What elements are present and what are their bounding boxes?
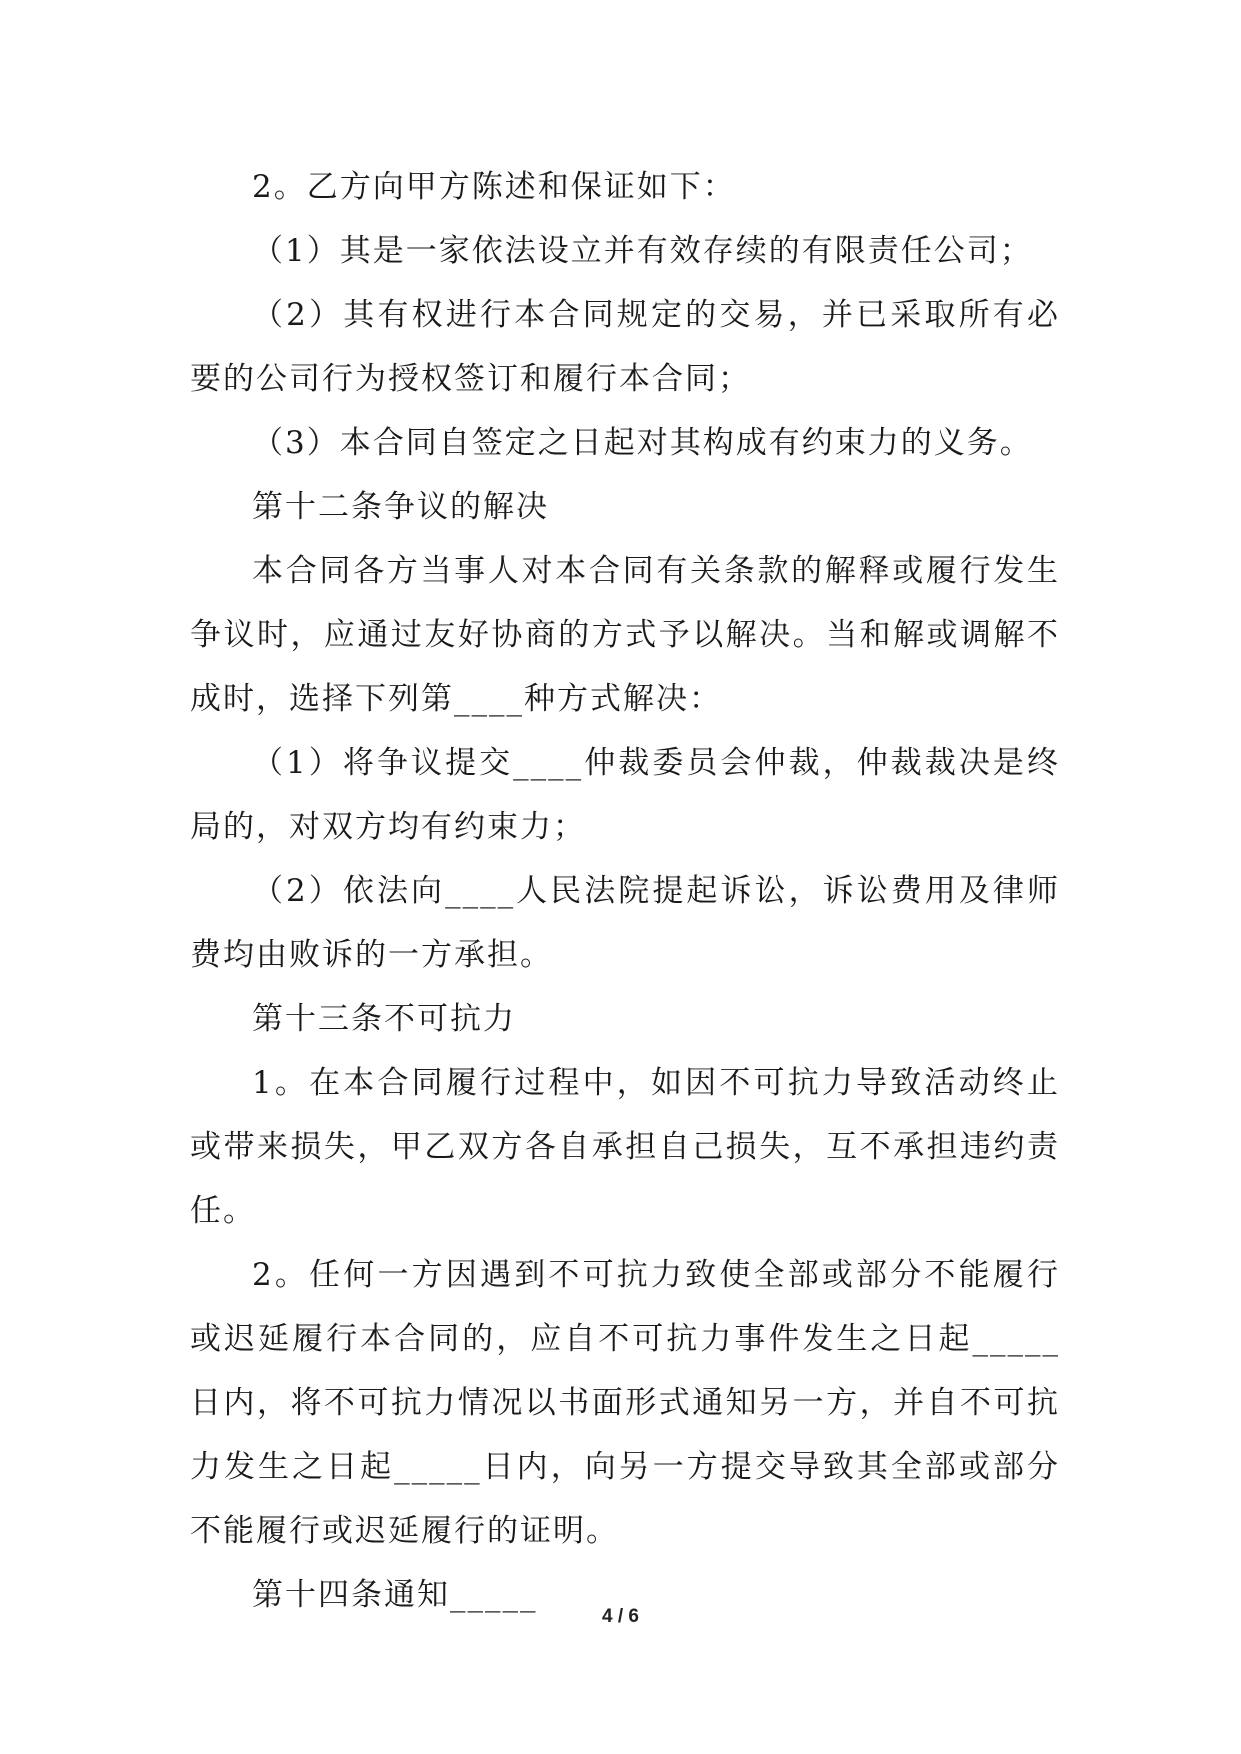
paragraph: 2。乙方向甲方陈述和保证如下：	[252, 169, 736, 205]
section-heading: 第十三条不可抗力	[252, 1001, 516, 1037]
paragraph: （1）将争议提交____仲裁委员会仲裁，仲裁裁决是终局的，对双方均有约束力；	[190, 745, 1060, 845]
paragraph: 1。在本合同履行过程中，如因不可抗力导致活动终止或带来损失，甲乙双方各自承担自己损失，互不承担违约责任。	[190, 1065, 1060, 1229]
paragraph: （1）其是一家依法设立并有效存续的有限责任公司；	[252, 233, 1033, 269]
paragraph: （2）依法向____人民法院提起诉讼，诉讼费用及律师费均由败诉的一方承担。	[190, 873, 1060, 973]
paragraph: 2。任何一方因遇到不可抗力致使全部或部分不能履行或迟延履行本合同的，应自不可抗力事件发生之日起_____日内，将不可抗力情况以书面形式通知另一方，并自不可抗力发生之日起_____日内，向另一方提交导致其全部或部分不能履行或迟延履行的证明。	[190, 1257, 1060, 1549]
paragraph: 本合同各方当事人对本合同有关条款的解释或履行发生争议时，应通过友好协商的方式予以解决。当和解或调解不成时，选择下列第____种方式解决：	[190, 553, 1060, 717]
paragraph: （2）其有权进行本合同规定的交易，并已采取所有必要的公司行为授权签订和履行本合同；	[190, 297, 1060, 397]
document-body	[190, 155, 1060, 1627]
section-heading: 第十二条争议的解决	[252, 489, 549, 525]
paragraph: （3）本合同自签定之日起对其构成有约束力的义务。	[252, 425, 1033, 461]
page-number: 4 / 6	[602, 1606, 639, 1627]
section-heading: 第十四条通知_____	[252, 1577, 538, 1613]
